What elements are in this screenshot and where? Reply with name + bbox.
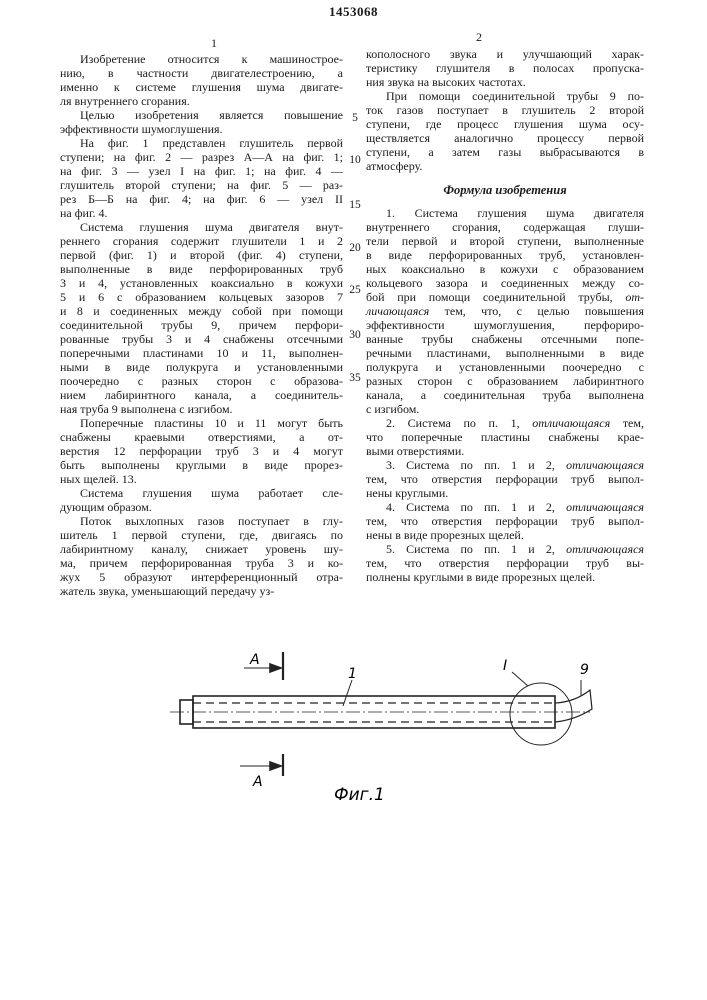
text-line: кополосного звука и улучшающий харак- xyxy=(366,47,644,61)
text-line: теристику глушителя в полосах пропуска- xyxy=(366,61,644,75)
text-line: Поток выхлопных газов поступает в глу- xyxy=(60,514,343,528)
text-line: выполненные в виде перфорированных труб xyxy=(60,262,343,276)
text-line: ных щелей. 13. xyxy=(60,472,343,486)
text-line: Целью изобретения является повышение xyxy=(60,108,343,122)
text-line: ния звука на высоких частотах. xyxy=(366,75,644,89)
text-line: первой (фиг. 1) и второй (фиг. 4) ступени, xyxy=(60,248,343,262)
text-line: нены круглыми. xyxy=(366,486,644,500)
text-line: 2. Система по п. 1, отличающаяся тем, xyxy=(366,416,644,430)
text-line: канала, а соединительная труба выполнена xyxy=(366,388,644,402)
text-line: что поперечные пластины снабжены крае- xyxy=(366,430,644,444)
text-line: соединительной трубы 9, причем перфори- xyxy=(60,318,343,332)
text-line: лабиринтному каналу, снижает уровень шу- xyxy=(60,542,343,556)
text-line: реннего сгорания содержит глушители 1 и 2 xyxy=(60,234,343,248)
text-line: 3 и 4, установленных коаксиально в кожухи xyxy=(60,276,343,290)
patent-number: 1453068 xyxy=(0,4,707,20)
line-number: 10 xyxy=(346,153,364,167)
line-number: 25 xyxy=(346,283,364,297)
text-line: ными в виде полукруга и установленными xyxy=(60,360,343,374)
arrow-head-icon xyxy=(270,664,281,672)
text-line: снабжены краевыми отверстиями, а от- xyxy=(60,430,343,444)
text-line: ванные трубы снабжены отсечными попе- xyxy=(366,332,644,346)
section-label-top: А xyxy=(249,652,260,668)
text-line: бой при помощи соединительной трубы, от- xyxy=(366,290,644,304)
text-line: жатель звука, уменьшающий передачу уз- xyxy=(60,584,343,598)
text-line: ступени, где процесс глушения шума осу- xyxy=(366,117,644,131)
text-line: Система глушения шума двигателя внут- xyxy=(60,220,343,234)
text-line: Изобретение относится к машинострое- xyxy=(60,52,343,66)
text-line: ля внутреннего сгорания. xyxy=(60,94,343,108)
text-line: При помощи соединительной трубы 9 по- xyxy=(366,89,644,103)
column-number-1: 1 xyxy=(211,36,217,50)
text-line: на фиг. 3 — узел I на фиг. 1; на фиг. 4 — xyxy=(60,164,343,178)
text-line: полнены круглыми в виде прорезных щелей. xyxy=(366,570,644,584)
arrow-head-icon xyxy=(270,762,281,770)
text-line: дующим образом. xyxy=(60,500,343,514)
text-line: нием лабиринтного канала, а соединитель- xyxy=(60,388,343,402)
text-line: и 8 и соединенных между собой при помощи xyxy=(60,304,343,318)
text-line: ма, причем перфорированная труба 3 и ко- xyxy=(60,556,343,570)
text-line: личающаяся тем, что, с целью повышения xyxy=(366,304,644,318)
line-number: 35 xyxy=(346,371,364,385)
text-line: атмосферу. xyxy=(366,159,644,173)
text-line: ток газов поступает в глушитель 2 второй xyxy=(366,103,644,117)
text-line: нены в виде прорезных щелей. xyxy=(366,528,644,542)
part-label-pipe: 9 xyxy=(580,662,589,678)
text-line: 4. Система по пп. 1 и 2, отличающаяся xyxy=(366,500,644,514)
text-line: жух 5 образуют интерференционный отра- xyxy=(60,570,343,584)
section-label-bottom: А xyxy=(252,774,263,790)
figure-1-drawing xyxy=(0,640,707,820)
text-line: полукруга и установленными поочередно с xyxy=(366,360,644,374)
leader-line-1 xyxy=(343,680,352,706)
text-line: ная труба 9 выполнена с изгибом. xyxy=(60,402,343,416)
text-line: речными пластинами, выполненными в виде xyxy=(366,346,644,360)
text-line: верстия 12 перфорации труб 3 и 4 могут xyxy=(60,444,343,458)
description-column-right xyxy=(366,47,644,173)
text-line: эффективности шумоглушения. xyxy=(60,122,343,136)
text-line: ных коаксиально в кожухи с образованием xyxy=(366,262,644,276)
connecting-pipe xyxy=(555,690,592,722)
line-number: 5 xyxy=(346,111,364,125)
text-line: быть выполнены круглыми в виде прорез- xyxy=(60,458,343,472)
text-line: тем, что отверстия перфорации труб выпол- xyxy=(366,514,644,528)
text-line: 3. Система по пп. 1 и 2, отличающаяся xyxy=(366,458,644,472)
line-number: 15 xyxy=(346,198,364,212)
column-number-2: 2 xyxy=(476,30,482,44)
text-line: именно к системе глушения шума двигате- xyxy=(60,80,343,94)
text-line: поочередно с разных сторон с образова- xyxy=(60,374,343,388)
text-line: 5. Система по пп. 1 и 2, отличающаяся xyxy=(366,542,644,556)
text-line: 1. Система глушения шума двигателя xyxy=(366,206,644,220)
text-line: ступени; на фиг. 2 — разрез А—А на фиг. 1; xyxy=(60,150,343,164)
line-number: 30 xyxy=(346,328,364,342)
text-line: выми отверстиями. xyxy=(366,444,644,458)
claims-heading: Формула изобретения xyxy=(366,182,644,198)
leader-line-I xyxy=(512,672,528,686)
description-column-left xyxy=(60,52,343,598)
text-line: тем, что отверстия перфорации труб выпол- xyxy=(366,472,644,486)
text-line: Система глушения шума работает сле- xyxy=(60,486,343,500)
detail-circle xyxy=(510,683,572,745)
text-line: тем, что отверстия перфорации труб вы- xyxy=(366,556,644,570)
text-line: 5 и 6 с образованием кольцевых зазоров 7 xyxy=(60,290,343,304)
line-number: 20 xyxy=(346,241,364,255)
text-line: ступени, а затем газы выбрасываются в xyxy=(366,145,644,159)
text-line: Поперечные пластины 10 и 11 могут быть xyxy=(60,416,343,430)
text-line: шитель 1 первой ступени, где, двигаясь по xyxy=(60,528,343,542)
text-line: поперечными пластинами 10 и 11, выполнен- xyxy=(60,346,343,360)
text-line: разных сторон с образованием лабиринтного xyxy=(366,374,644,388)
text-line: в виде перфорированных труб, установлен- xyxy=(366,248,644,262)
text-line: эффективности шумоглушения, перфориро- xyxy=(366,318,644,332)
text-line: кольцевого зазора и соединенных между со- xyxy=(366,276,644,290)
text-line: нию, в частности двигателестроению, а xyxy=(60,66,343,80)
text-line: ществляется аналогично процессу первой xyxy=(366,131,644,145)
text-line: глушитель второй ступени; на фиг. 5 — раз- xyxy=(60,178,343,192)
figure-caption: Фиг.1 xyxy=(334,785,385,805)
text-line: на фиг. 4. xyxy=(60,206,343,220)
text-line: рованные трубы 3 и 4 снабжены отсечными xyxy=(60,332,343,346)
text-line: с изгибом. xyxy=(366,402,644,416)
detail-label: I xyxy=(503,658,507,674)
text-line: рез Б—Б на фиг. 4; на фиг. 6 — узел II xyxy=(60,192,343,206)
part-label-tube: 1 xyxy=(348,666,357,682)
claims-list xyxy=(366,206,644,584)
text-line: На фиг. 1 представлен глушитель первой xyxy=(60,136,343,150)
text-line: тели первой и второй ступени, выполненные xyxy=(366,234,644,248)
text-line: внутреннего сгорания, содержащая глуши- xyxy=(366,220,644,234)
